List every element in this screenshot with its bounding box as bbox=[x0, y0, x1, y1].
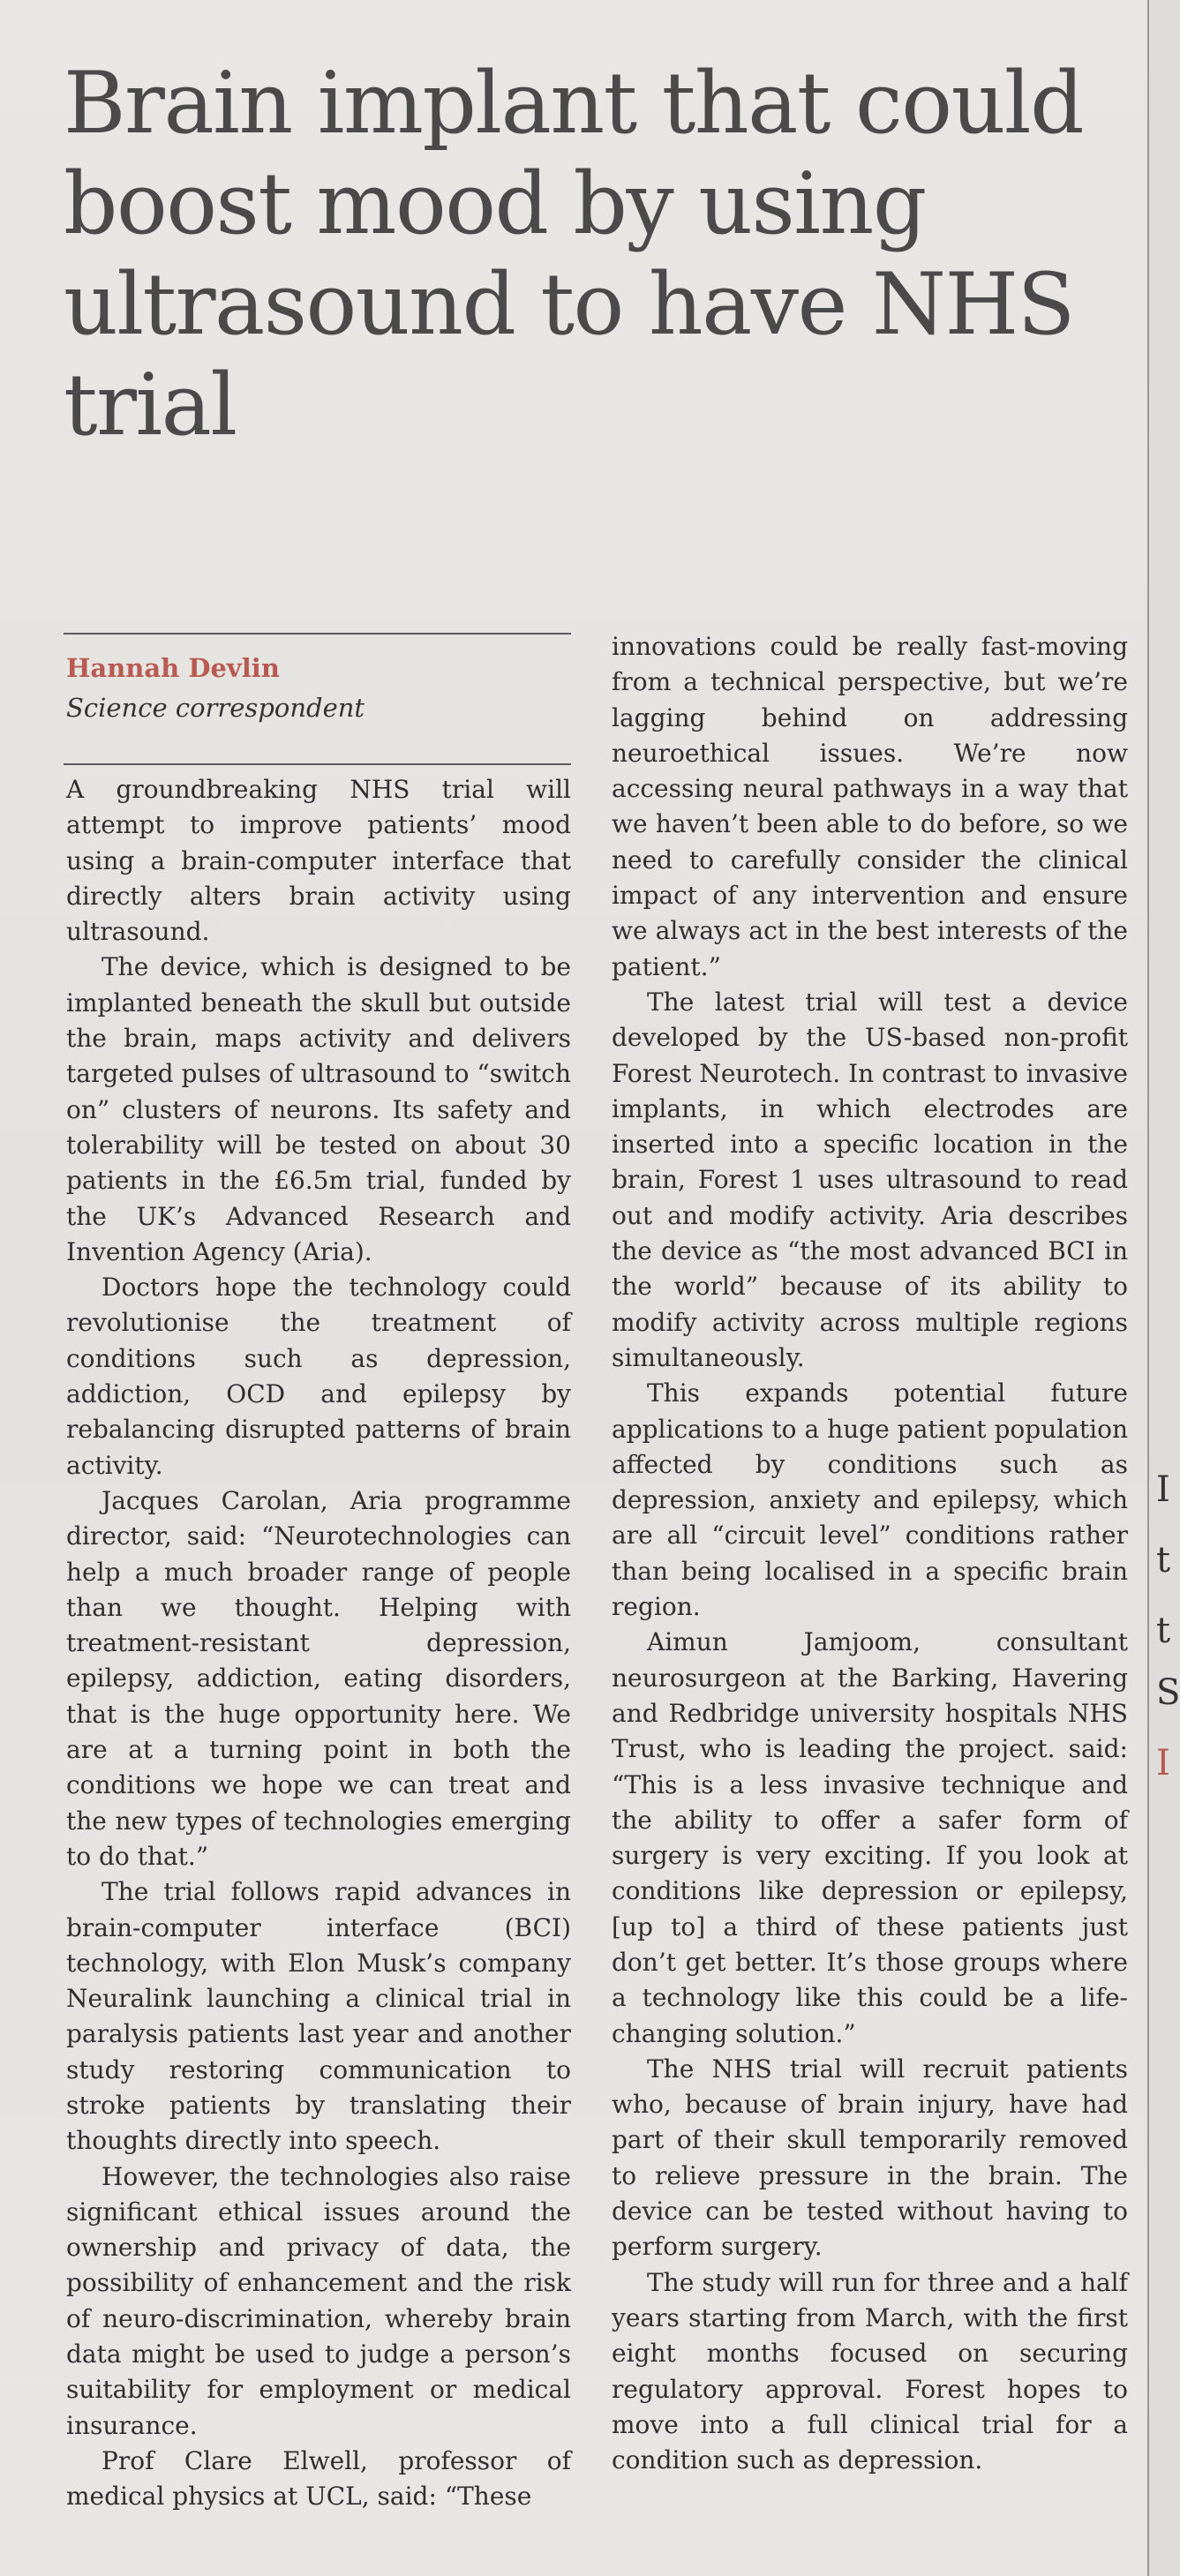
paragraph: Jacques Carolan, Aria programme director, said: “Neurotechnologies can help a much broader range of people than we thought. Helping with treatment-resistant depression, epilepsy, addiction, eating disorders, that is the huge opportunity here. We are at a turning point in both the conditions we hope we can treat and the new types of technologies emerging to do that.” bbox=[66, 1485, 571, 1871]
paragraph: A groundbreaking NHS trial will attempt to improve patients’ mood using a brain-computer interface that directly alters brain activity using ultrasound. bbox=[66, 775, 571, 947]
paragraph: The study will run for three and a half years starting from March, with the first eight months focused on securing regulatory approval. Forest hopes to move into a full clinical trial for a condition such as depression. bbox=[612, 2267, 1128, 2475]
paragraph: The latest trial will test a device developed by the US-based non-profit Forest Neurotech. In contrast to invasive implants, in which electrodes are inserted into a specific location in the brain, Forest 1 uses ultrasound to read out and modify activity. Aria describes the device as “the most advanced BCI in the world” because of its ability to modify activity across multiple regions simultaneously. bbox=[612, 987, 1128, 1372]
article-column-2 bbox=[612, 629, 1128, 2478]
paragraph: The device, which is designed to be implanted beneath the skull but outside the brain, maps activity and delivers targeted pulses of ultrasound to “switch on” clusters of neurons. Its safety and tolerability will be tested on about 30 patients in the £6.5m trial, funded by the UK’s Advanced Research and Invention Agency (Aria). bbox=[66, 952, 571, 1266]
edge-letter: t bbox=[1156, 1611, 1171, 1651]
paragraph: The NHS trial will recruit patients who, because of brain injury, have had part of their skull temporarily removed to relieve pressure in the brain. The device can be tested without having to perform surgery. bbox=[612, 2054, 1128, 2262]
edge-letter: I bbox=[1156, 1743, 1170, 1784]
byline-divider bbox=[64, 763, 571, 765]
paragraph: Doctors hope the technology could revolutionise the treatment of conditions such as depression, addiction, OCD and epilepsy by rebalancing disrupted patterns of brain activity. bbox=[66, 1273, 571, 1480]
edge-letter: I bbox=[1156, 1469, 1170, 1510]
paragraph: However, the technologies also raise significant ethical issues around the ownership and privacy of data, the possibility of enhancement and the risk of neuro-discrimination, whereby brain data might be used to judge a person’s suitability for employment or medical insurance. bbox=[66, 2161, 571, 2440]
paragraph: The trial follows rapid advances in brain-computer interface (BCI) technology, with Elon Musk’s company Neuralink launching a clinical trial in paralysis patients last year and another study restoring communication to stroke patients by translating their thoughts directly into speech. bbox=[66, 1877, 571, 2156]
edge-letter: t bbox=[1156, 1540, 1171, 1581]
byline-role: Science correspondent bbox=[66, 693, 365, 723]
byline-name: Hannah Devlin bbox=[66, 653, 280, 683]
paragraph: Aimun Jamjoom, consultant neurosurgeon at the Barking, Havering and Redbridge university hospitals NHS Trust, who is leading the project. said: “This is a less invasive technique and the ability to offer a safer form of surgery is very exciting. If you look at conditions like depression or epilepsy, [up to] a third of these patients just don’t get better. It’s those groups where a technology like this could be a life-changing solution.” bbox=[612, 1627, 1128, 2048]
paragraph: This expands potential future applications to a huge patient population affected by conditions such as depression, anxiety and epilepsy, which are all “circuit level” conditions rather than being localised in a specific brain region. bbox=[612, 1378, 1128, 1622]
adjacent-page-edge bbox=[1149, 0, 1180, 2576]
paragraph: innovations could be really fast-moving from a technical perspective, but we’re lagging behind on addressing neuroethical issues. We’re now accessing neural pathways in a way that we haven’t been able to do before, so we need to carefully consider the clinical impact of any intervention and ensure we always act in the best interests of the patient.” bbox=[612, 632, 1128, 981]
edge-letter: S bbox=[1156, 1672, 1180, 1713]
headline: Brain implant that could boost mood by using ultrasound to have NHS trial bbox=[64, 54, 1084, 454]
headline-divider bbox=[64, 633, 571, 635]
paragraph: Prof Clare Elwell, professor of medical physics at UCL, said: “These bbox=[66, 2445, 571, 2512]
article-column-1 bbox=[66, 772, 571, 2515]
